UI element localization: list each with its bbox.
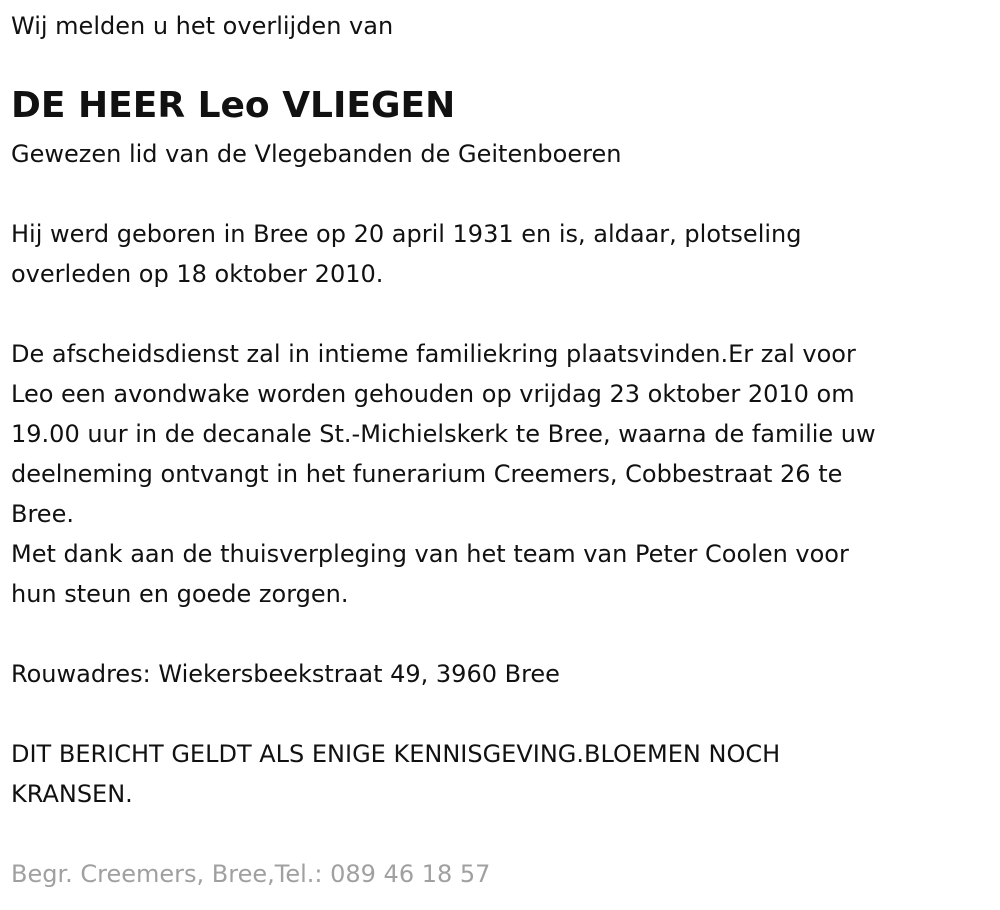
paragraph-line: hun steun en goede zorgen. <box>11 580 349 608</box>
birth-death-paragraph <box>11 214 801 294</box>
paragraph-line: Met dank aan de thuisverpleging van het team van Peter Coolen voor <box>11 540 849 568</box>
paragraph-line: KRANSEN. <box>11 780 133 808</box>
paragraph-line: overleden op 18 oktober 2010. <box>11 260 384 288</box>
funeral-home-footer: Begr. Creemers, Bree,Tel.: 089 46 18 57 <box>11 860 491 888</box>
deceased-name: DE HEER Leo VLIEGEN <box>11 85 456 126</box>
paragraph-line: Hij werd geboren in Bree op 20 april 1931 en is, aldaar, plotseling <box>11 220 802 248</box>
ceremony-paragraph <box>11 334 876 614</box>
paragraph-line: Bree. <box>11 500 74 528</box>
paragraph-line: 19.00 uur in de decanale St.-Michielskerk te Bree, waarna de familie uw <box>11 420 876 448</box>
paragraph-line: Leo een avondwake worden gehouden op vrijdag 23 oktober 2010 om <box>11 380 855 408</box>
subtitle-text: Gewezen lid van de Vlegebanden de Geitenboeren <box>11 140 622 168</box>
paragraph-line: deelneming ontvangt in het funerarium Creemers, Cobbestraat 26 te <box>11 460 843 488</box>
announcement-paragraph <box>11 734 780 814</box>
address-paragraph <box>11 654 560 694</box>
paragraph-line: DIT BERICHT GELDT ALS ENIGE KENNISGEVING.BLOEMEN NOCH <box>11 740 781 768</box>
mourning-address: Rouwadres: Wiekersbeekstraat 49, 3960 Bree <box>11 660 560 688</box>
paragraph-line: De afscheidsdienst zal in intieme familiekring plaatsvinden.Er zal voor <box>11 340 856 368</box>
intro-text: Wij melden u het overlijden van <box>11 12 394 40</box>
